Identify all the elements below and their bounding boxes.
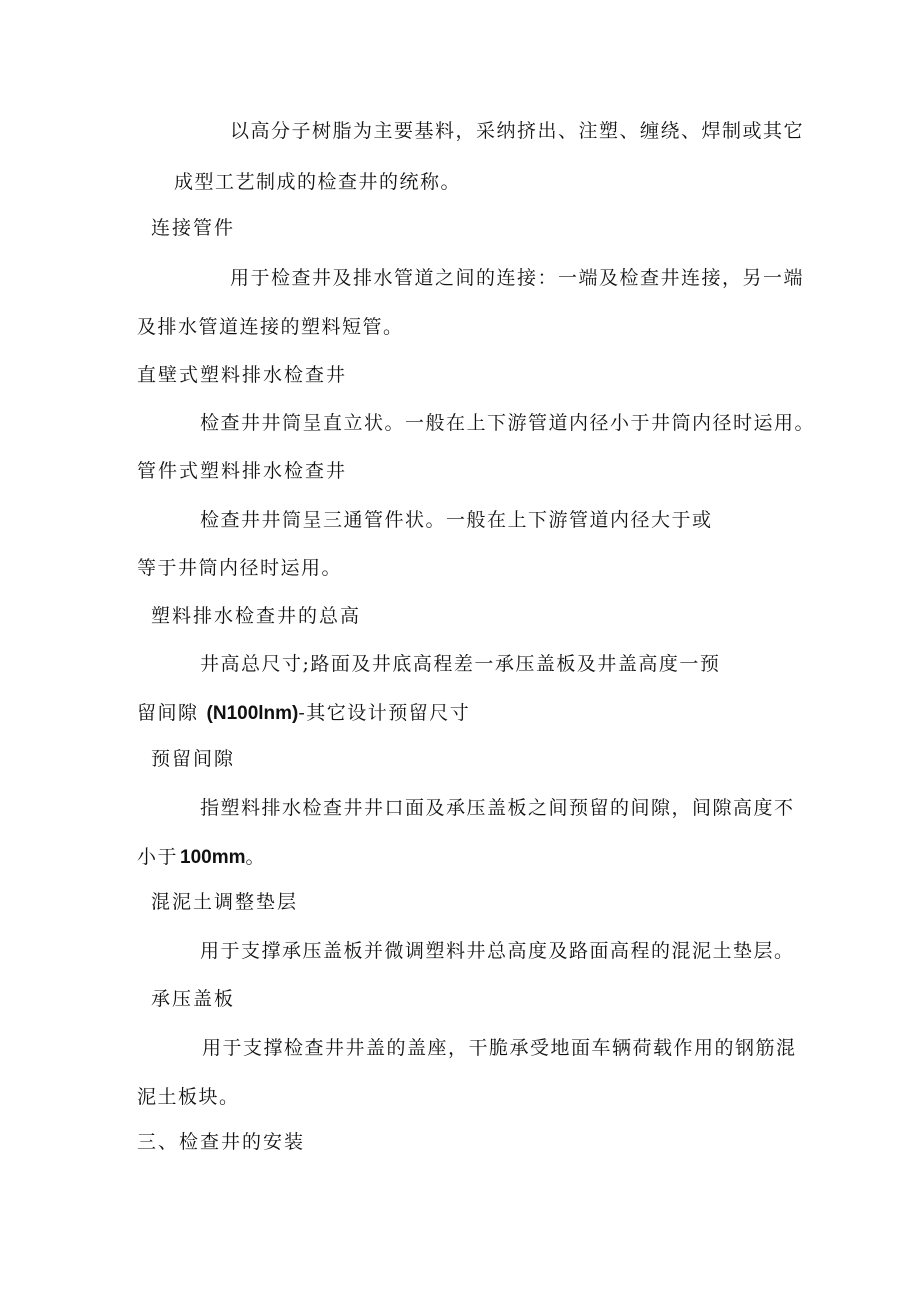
paragraph-line: 等于井筒内径时运用。 xyxy=(137,557,343,579)
section-heading: 塑料排水检查井的总高 xyxy=(151,605,362,627)
paragraph-line xyxy=(137,701,470,726)
paragraph-line: 以高分子树脂为主要基料，采纳挤出、注塑、缠绕、焊制或其它 xyxy=(230,120,805,142)
paragraph-line: 及排水管道连接的塑料短管。 xyxy=(137,316,404,338)
paragraph-line xyxy=(137,845,266,870)
paragraph-line: 检查井井筒呈直立状。一般在上下游管道内径小于井筒内径时运用。 xyxy=(200,412,816,434)
paragraph-line: 检查井井筒呈三通管件状。一般在上下游管道内径大于或 xyxy=(200,509,713,531)
paragraph-text: 。 xyxy=(245,846,267,868)
section-heading: 预留间隙 xyxy=(151,748,236,770)
paragraph-line: 泥土板块。 xyxy=(137,1086,240,1108)
paragraph-line: 成型工艺制成的检查井的统称。 xyxy=(174,171,462,193)
paragraph-line: 用于支撑检查井井盖的盖座，干脆承受地面车辆荷载作用的钢筋混 xyxy=(202,1037,797,1059)
section-heading: 承压盖板 xyxy=(151,988,236,1010)
paragraph-text: 留间隙 xyxy=(137,702,199,724)
measurement-value: 100mm xyxy=(180,847,246,868)
section-heading: 管件式塑料排水检查井 xyxy=(137,460,348,482)
paragraph-line: 指塑料排水检查井井口面及承压盖板之间预留的间隙，间隙高度不 xyxy=(200,797,795,819)
section-heading: 直壁式塑料排水检查井 xyxy=(137,364,348,386)
chapter-heading: 三、检查井的安装 xyxy=(137,1131,306,1153)
section-heading: 连接管件 xyxy=(151,217,236,239)
dimension-note: (N100lnm) xyxy=(206,703,299,724)
paragraph-line: 用于支撑承压盖板并微调塑料井总高度及路面高程的混泥土垫层。 xyxy=(200,940,795,962)
paragraph-text: -其它设计预留尺寸 xyxy=(298,702,471,724)
paragraph-line: 用于检查井及排水管道之间的连接：一端及检查井连接，另一端 xyxy=(230,267,805,289)
paragraph-text: 小于 xyxy=(137,846,179,868)
section-heading: 混泥土调整垫层 xyxy=(151,891,299,913)
paragraph-line: 井高总尺寸;路面及井底高程差一承压盖板及井盖高度一预 xyxy=(200,653,721,675)
